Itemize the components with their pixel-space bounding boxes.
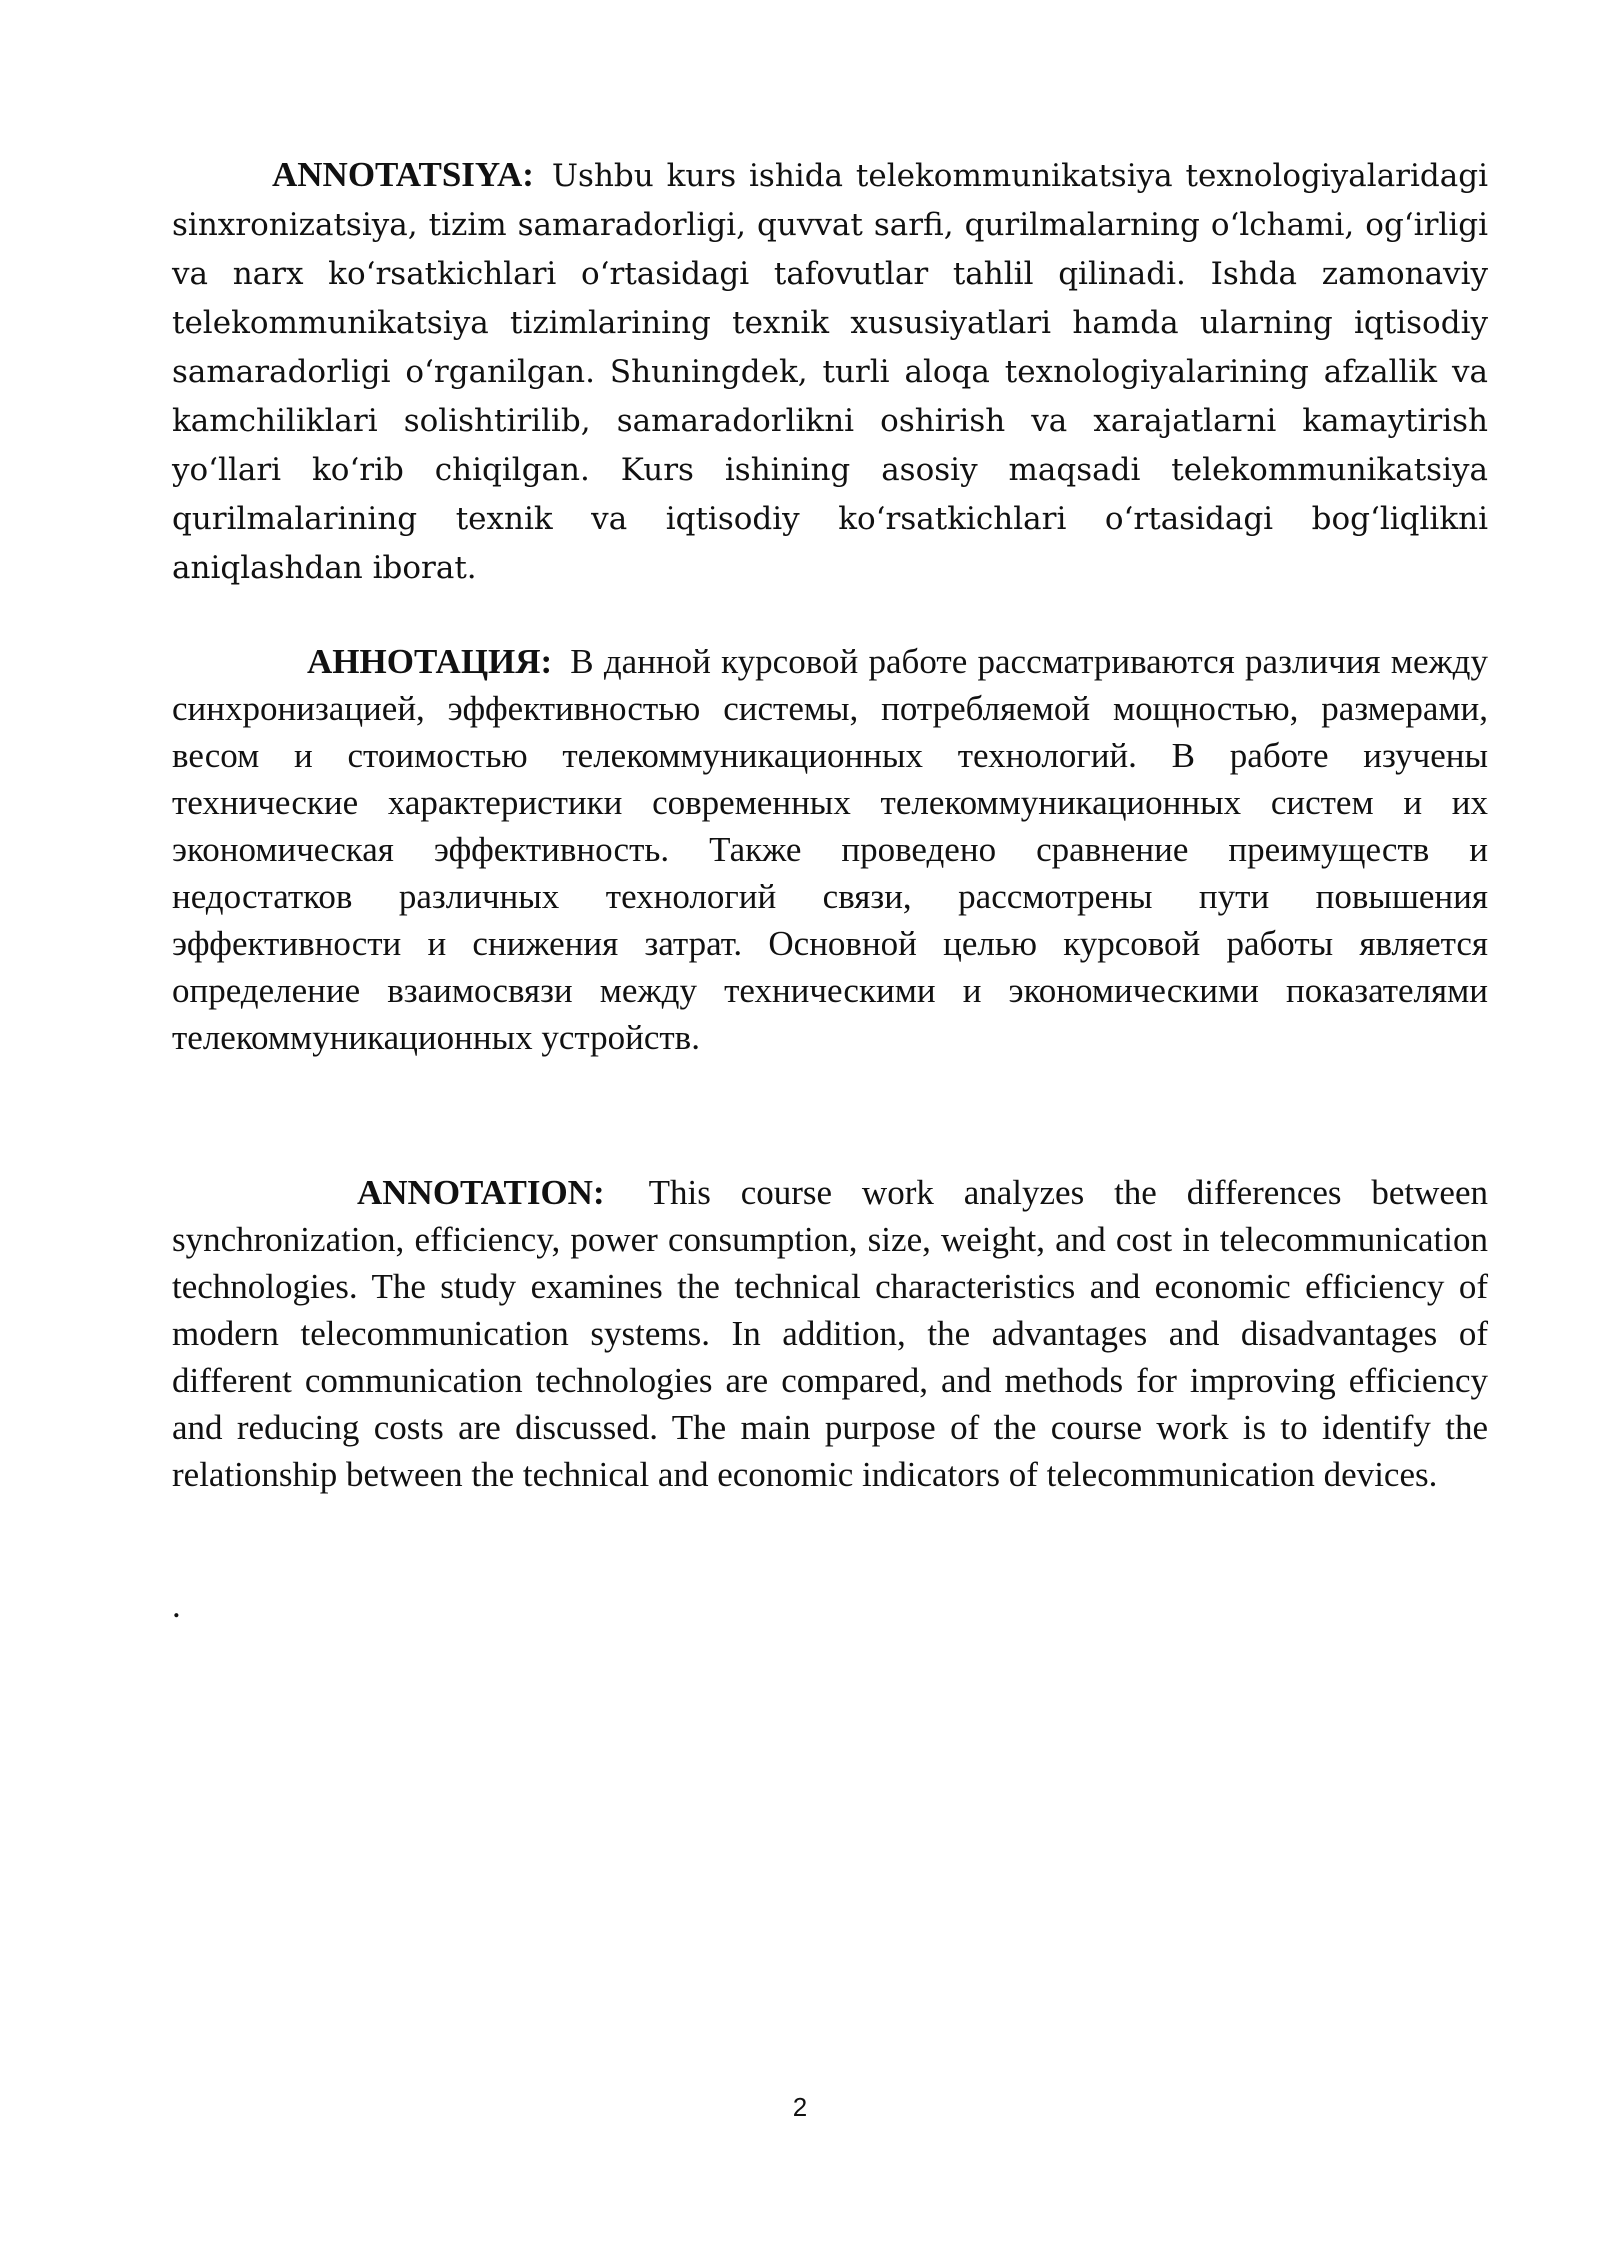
trailing-dot: . <box>172 1586 181 1625</box>
abstract-uzbek-body: Ushbu kurs ishida telekommunikatsiya texnologiyalaridagi sinxronizatsiya, tizim samaradorligi, quvvat sarfi, qurilmalarning o‘lchami, og‘irligi va narx ko‘rsatkichlari o‘rtasidagi tafovutlar tahlil qilinadi. Ishda zamonaviy telekommunikatsiya tizimlarining texnik xususiyatlari hamda ularning iqtisodiy samaradorligi o‘rganilgan. Shuningdek, turli aloqa texnologiyalarining afzallik va kamchiliklari solishtirilib, samaradorlikni oshirish va xarajatlarni kamaytirish yo‘llari ko‘rib chiqilgan. Kurs ishining asosiy maqsadi telekommunikatsiya qurilmalarining texnik va iqtisodiy ko‘rsatkichlari o‘rtasidagi bog‘liqlikni aniqlashdan iborat. <box>172 158 1488 586</box>
abstract-english <box>172 1169 1488 1498</box>
abstract-russian-title: АННОТАЦИЯ: <box>307 642 553 681</box>
abstract-uzbek <box>172 151 1488 592</box>
abstract-english-body: This course work analyzes the differences between synchronization, efficiency, power consumption, size, weight, and cost in telecommunication technologies. The study examines the technical characteristics and economic efficiency of modern telecommunication systems. In addition, the advantages and disadvantages of different communication technologies are compared, and methods for improving efficiency and reducing costs are discussed. The main purpose of the course work is to identify the relationship between the technical and economic indicators of telecommunication devices. <box>172 1173 1488 1494</box>
abstract-russian-body: В данной курсовой работе рассматриваются различия между синхронизацией, эффективностью системы, потребляемой мощностью, размерами, весом и стоимостью телекоммуникационных технологий. В работе изучены технические характеристики современных телекоммуникационных систем и их экономическая эффективность. Также проведено сравнение преимуществ и недостатков различных технологий связи, рассмотрены пути повышения эффективности и снижения затрат. Основной целью курсовой работы является определение взаимосвязи между техническими и экономическими показателями телекоммуникационных устройств. <box>172 642 1488 1057</box>
page-number: 2 <box>792 2092 808 2122</box>
abstract-uzbek-title: ANNOTATSIYA: <box>272 155 534 194</box>
abstract-english-title: ANNOTATION: <box>357 1173 605 1212</box>
abstract-russian <box>172 638 1488 1061</box>
